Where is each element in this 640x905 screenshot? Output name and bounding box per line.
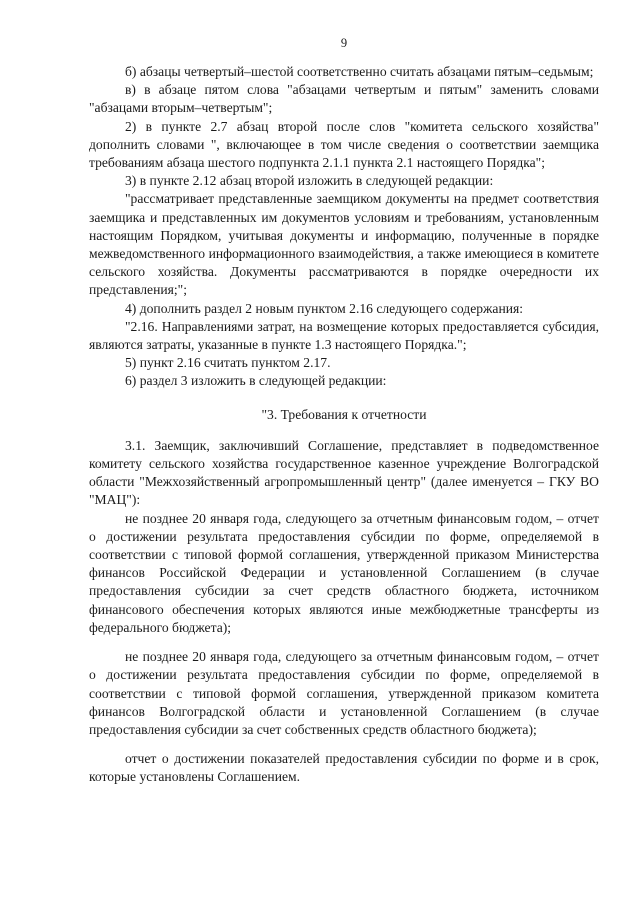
- section-paragraph-3-1: 3.1. Заемщик, заключивший Соглашение, представляет в подведомственное комитету сельского хозяйства государственное казенное учреждение Волгоградской области "Межхозяйственный агропромышленный центр" (далее именуется – ГКУ ВО "МАЦ"):: [89, 437, 599, 508]
- section-paragraph-federal: не позднее 20 января года, следующего за отчетным финансовым годом, – отчет о достижении результата предоставления субсидии по форме, определяемой в соответствии с типовой формой соглашения, утвержденной приказом Министерства финансов Российской Федерации и установленной Соглашением (в случае предоставления субсидии за счет средств областного бюджета, источником финансового обеспечения которых являются иные межбюджетные трансферты из федерального бюджета);: [89, 510, 599, 635]
- section-title: "3. Требования к отчетности: [261, 406, 427, 422]
- paragraph-item-3: 3) в пункте 2.12 абзац второй изложить в следующей редакции:: [125, 173, 494, 189]
- page-number: 9: [340, 36, 348, 50]
- paragraph-v: в) в абзаце пятом слова "абзацами четвертым и пятым" заменить словами "абзацами вторым–четвертым";: [89, 82, 599, 116]
- paragraph-b: б) абзацы четвертый–шестой соответственно считать абзацами пятым–седьмым;: [125, 64, 594, 79]
- paragraph-item-5: 5) пункт 2.16 считать пунктом 2.17.: [125, 355, 331, 371]
- paragraph-item-4: 4) дополнить раздел 2 новым пунктом 2.16 следующего содержания:: [125, 300, 524, 316]
- paragraph-quote-2-12: "рассматривает представленные заемщиком документы на предмет соответствия заемщика и представленных им документов условиям и требованиям, установленным настоящим Порядком, учитывая документы и информацию, полученные в порядке межведомственного информационного взаимодействия, а также имеющиеся в комитете сельского хозяйства. Документы рассматриваются в порядке очередности их представления;";: [89, 191, 599, 298]
- document-body: [89, 63, 599, 787]
- paragraph-item-2: 2) в пункте 2.7 абзац второй после слов "комитета сельского хозяйства" дополнить словами ", включающее в том числе сведения о соответствии заемщика требованиям абзаца шестого подпункта 2.1.1 пункта 2.1 настоящего Порядка";: [89, 118, 599, 171]
- paragraph-quote-2-16: "2.16. Направлениями затрат, на возмещение которых предоставляется субсидия, являются затраты, указанные в пункте 1.3 настоящего Порядка.";: [89, 318, 599, 353]
- paragraph-item-6: 6) раздел 3 изложить в следующей редакции:: [125, 373, 387, 389]
- section-paragraph-regional: не позднее 20 января года, следующего за отчетным финансовым годом, – отчет о достижении результата предоставления субсидии по форме, определяемой в соответствии с типовой формой соглашения, утвержденной приказом комитета финансов Волгоградской области и установленной Соглашением (в случае предоставления субсидии за счет собственных средств областного бюджета);: [89, 649, 599, 737]
- section-paragraph-indicators: отчет о достижении показателей предоставления субсидии по форме и в срок, которые установлены Соглашением.: [89, 751, 599, 785]
